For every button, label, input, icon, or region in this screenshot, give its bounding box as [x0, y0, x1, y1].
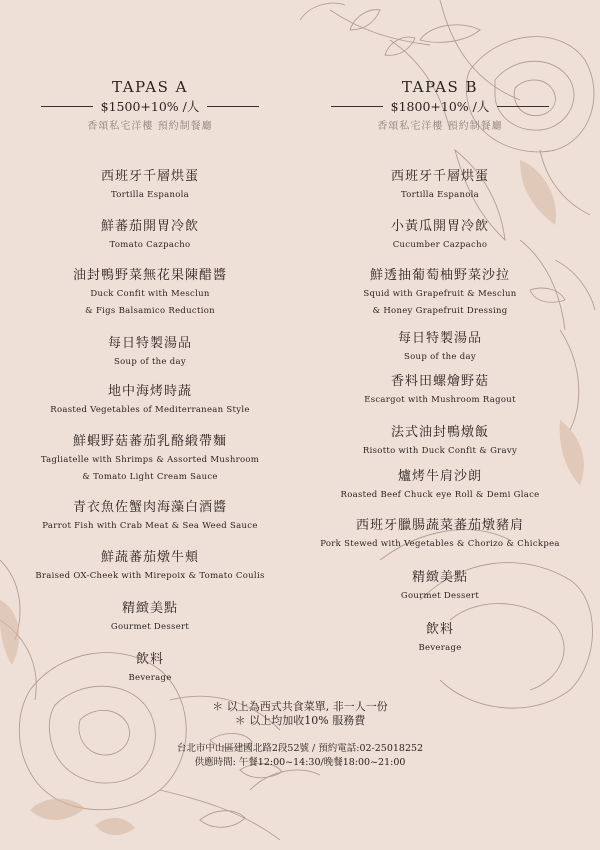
divider-line: [497, 106, 549, 107]
menu-item: [290, 518, 590, 550]
menu-item: [0, 550, 300, 582]
menu-item: [290, 268, 590, 317]
dish-name-en: Gourmet Dessert: [400, 591, 480, 601]
address-phone: 台北市中山區建國北路2段52號 / 預約電話:02-25018252: [176, 743, 424, 754]
tapas-a-price-row: [0, 97, 300, 115]
dish-name-zh: 每日特製湯品: [397, 331, 482, 346]
dish-name-en: Beverage: [418, 643, 462, 653]
dish-name-en-2: & Honey Grapefruit Dressing: [372, 306, 508, 316]
dish-name-en: Tortilla Espanola: [400, 190, 480, 200]
tapas-b-price: $1800+10% /人: [390, 99, 490, 114]
restaurant-info: [0, 742, 600, 770]
dish-name-zh: 每日特製湯品: [107, 336, 192, 351]
menu-item: [0, 169, 300, 201]
dish-name-en: Risotto with Duck Confit & Gravy: [362, 446, 518, 456]
menu-item: [290, 570, 590, 602]
dish-name-zh: 鮮蝦野菇蕃茄乳酪緞帶麵: [72, 434, 227, 449]
note-shared-menu: ＊ 以上為西式共食菜單, 非一人一份: [212, 700, 388, 713]
menu-item: [290, 374, 590, 406]
divider-line: [41, 106, 93, 107]
menu-item: [290, 331, 590, 363]
menu-item: [0, 268, 300, 317]
tapas-a-title: TAPAS A: [112, 78, 188, 96]
dish-name-en: Escargot with Mushroom Ragout: [364, 395, 516, 405]
dish-name-en: Soup of the day: [114, 357, 186, 367]
dish-name-en: Parrot Fish with Crab Meat & Sea Weed Sauce: [42, 521, 258, 531]
dish-name-en: Roasted Vegetables of Mediterranean Style: [50, 405, 250, 415]
menu-item: [0, 434, 300, 483]
dish-name-zh: 飲料: [135, 652, 164, 667]
menu-notes: [0, 700, 600, 728]
menu-item: [290, 622, 590, 654]
tapas-a-price: $1500+10% /人: [100, 99, 200, 114]
dish-name-en: Tortilla Espanola: [110, 190, 190, 200]
menu-item: [290, 219, 590, 251]
menu-item: [0, 219, 300, 251]
note-service-charge: ＊ 以上均加收10% 服務費: [234, 714, 366, 727]
divider-line: [331, 106, 383, 107]
dish-name-zh: 西班牙千層烘蛋: [390, 169, 489, 184]
dish-name-en-2: & Tomato Light Cream Sauce: [82, 472, 218, 482]
dish-name-zh: 青衣魚佐蟹肉海藻白酒醬: [72, 500, 227, 515]
menu-item: [0, 500, 300, 532]
dish-name-en: Squid with Grapefruit & Mesclun: [363, 289, 517, 299]
opening-hours: 供應時間: 午餐12:00~14:30/晚餐18:00~21:00: [194, 757, 406, 768]
dish-name-zh: 鮮蔬蕃茄燉牛頰: [100, 550, 199, 565]
menu-item: [290, 425, 590, 457]
dish-name-en: Beverage: [128, 673, 172, 683]
dish-name-zh: 油封鴨野菜無花果陳醋醬: [72, 268, 227, 283]
dish-name-en: Cucumber Cazpacho: [392, 240, 488, 250]
tapas-b-subtitle: 香頌私宅洋樓 預約制餐廳: [377, 121, 503, 132]
menu-item: [290, 469, 590, 501]
dish-name-en: Gourmet Dessert: [110, 622, 190, 632]
dish-name-en: Tagliatelle with Shrimps & Assorted Mushroom: [40, 455, 260, 465]
tapas-b-title: TAPAS B: [401, 78, 479, 96]
menu-item: [0, 384, 300, 416]
dish-name-zh: 西班牙千層烘蛋: [100, 169, 199, 184]
tapas-a-subtitle: 香頌私宅洋樓 預約制餐廳: [87, 121, 213, 132]
dish-name-en: Soup of the day: [404, 352, 476, 362]
dish-name-en-2: & Figs Balsamico Reduction: [85, 306, 215, 316]
dish-name-zh: 爐烤牛肩沙朗: [397, 469, 482, 484]
dish-name-en: Roasted Beef Chuck eye Roll & Demi Glace: [340, 490, 540, 500]
dish-name-en: Pork Stewed with Vegetables & Chorizo & Chickpea: [320, 539, 560, 549]
dish-name-zh: 精緻美點: [121, 601, 178, 616]
menu-item: [0, 652, 300, 684]
menu-item: [0, 336, 300, 368]
dish-name-zh: 香料田螺燴野菇: [390, 374, 489, 389]
tapas-b-price-row: [290, 97, 590, 115]
dish-name-zh: 法式油封鴨燉飯: [390, 425, 489, 440]
menu-item: [290, 169, 590, 201]
dish-name-zh: 西班牙臘腸蔬菜蕃茄燉豬肩: [355, 518, 524, 533]
dish-name-zh: 飲料: [425, 622, 454, 637]
dish-name-zh: 鮮蕃茄開胃冷飲: [100, 219, 199, 234]
dish-name-zh: 鮮透抽葡萄柚野菜沙拉: [369, 268, 510, 283]
dish-name-zh: 精緻美點: [411, 570, 468, 585]
divider-line: [207, 106, 259, 107]
menu-item: [0, 601, 300, 633]
dish-name-zh: 小黃瓜開胃冷飲: [390, 219, 489, 234]
dish-name-zh: 地中海烤時蔬: [107, 384, 192, 399]
dish-name-en: Braised OX-Cheek with Mirepoix & Tomato Coulis: [35, 571, 265, 581]
dish-name-en: Duck Confit with Mesclun: [90, 289, 210, 299]
dish-name-en: Tomato Cazpacho: [109, 240, 191, 250]
